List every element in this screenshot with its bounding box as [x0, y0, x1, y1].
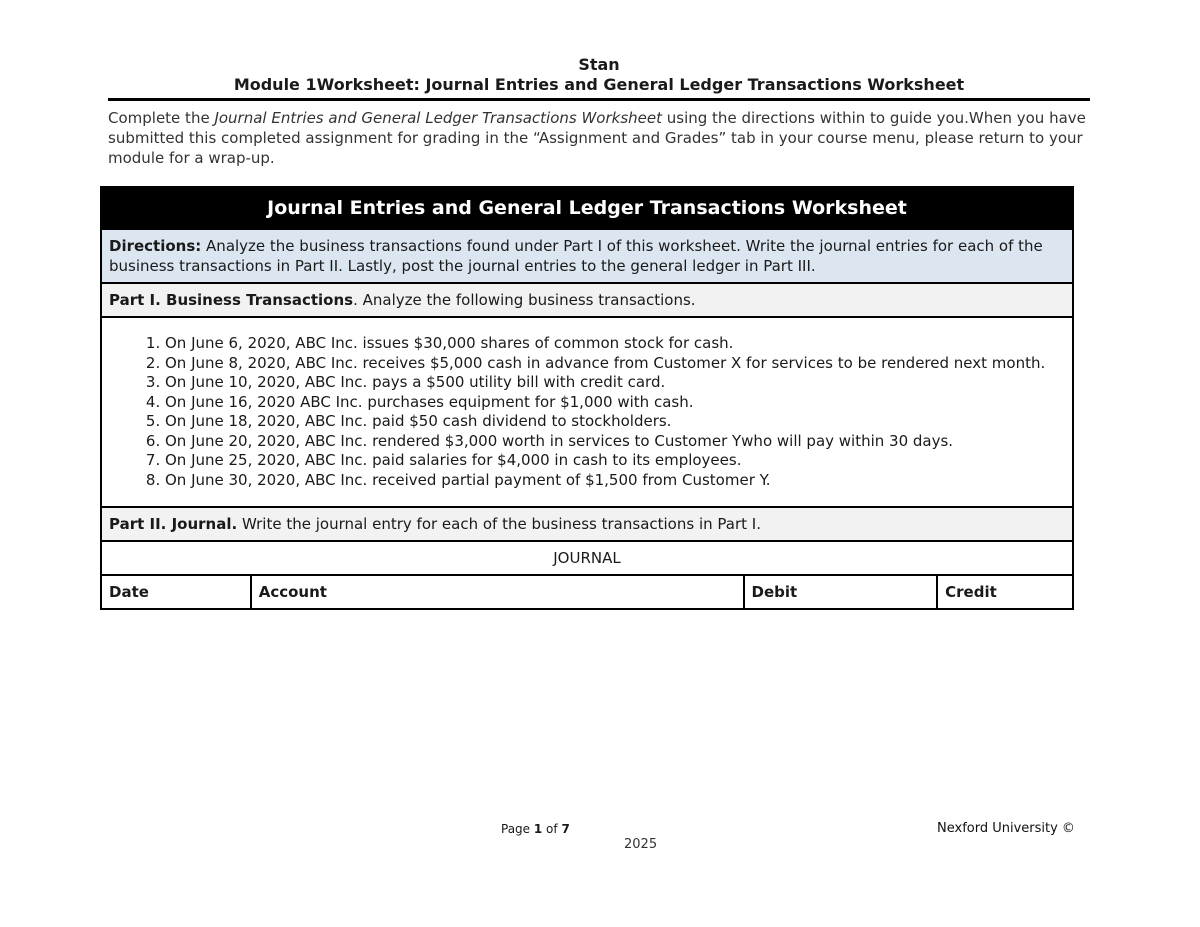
author-name: Stan	[578, 55, 620, 74]
header-divider	[108, 98, 1090, 101]
part1-label: Part I. Business Transactions	[109, 291, 354, 309]
part1-text: . Analyze the following business transactions.	[353, 291, 696, 309]
list-item: 8. On June 30, 2020, ABC Inc. received partial payment of $1,500 from Customer Y.	[165, 471, 1065, 491]
page-of: of	[542, 822, 562, 836]
column-header-account: Account	[251, 575, 744, 609]
footer-organization: Nexford University ©	[937, 821, 1075, 836]
journal-heading: JOURNAL	[101, 541, 1073, 575]
directions-row	[101, 229, 1073, 283]
list-item: 6. On June 20, 2020, ABC Inc. rendered $3,000 worth in services to Customer Ywho will pay within 30 days.	[165, 432, 1065, 452]
part1-heading	[101, 283, 1073, 317]
intro-suffix: using the directions within to guide you.When you have submitted this completed assignment for grading in the “Assignment and Grades” tab in your course menu, please return to your module for a wrap-up.	[108, 109, 1086, 167]
intro-italic-title: Journal Entries and General Ledger Transactions Worksheet	[214, 109, 662, 127]
transactions-list	[109, 334, 1065, 490]
document-header	[108, 55, 1090, 95]
directions-text: Analyze the business transactions found under Part I of this worksheet. Write the journal entries for each of the business transactions in Part II. Lastly, post the journal entries to the general ledger in Part III.	[109, 237, 1043, 275]
column-header-date: Date	[101, 575, 251, 609]
intro-prefix: Complete the	[108, 109, 215, 127]
column-header-credit: Credit	[937, 575, 1073, 609]
directions-label: Directions:	[109, 237, 202, 255]
part2-label: Part II. Journal.	[109, 515, 238, 533]
document-title: Module 1Worksheet: Journal Entries and General Ledger Transactions Worksheet	[233, 75, 965, 94]
list-item: 4. On June 16, 2020 ABC Inc. purchases equipment for $1,000 with cash.	[165, 393, 1065, 413]
list-item: 7. On June 25, 2020, ABC Inc. paid salaries for $4,000 in cash to its employees.	[165, 451, 1065, 471]
list-item: 1. On June 6, 2020, ABC Inc. issues $30,000 shares of common stock for cash.	[165, 334, 1065, 354]
transactions-cell	[101, 317, 1073, 507]
page-prefix: Page	[501, 822, 534, 836]
footer-year: 2025	[624, 837, 658, 852]
list-item: 3. On June 10, 2020, ABC Inc. pays a $500 utility bill with credit card.	[165, 373, 1065, 393]
part2-heading	[101, 507, 1073, 541]
page-current: 1	[533, 822, 543, 836]
list-item: 5. On June 18, 2020, ABC Inc. paid $50 cash dividend to stockholders.	[165, 412, 1065, 432]
intro-paragraph	[108, 108, 1090, 168]
column-header-debit: Debit	[744, 575, 938, 609]
worksheet-table	[100, 186, 1074, 610]
part2-text: Write the journal entry for each of the business transactions in Part I.	[237, 515, 761, 533]
worksheet-title: Journal Entries and General Ledger Transactions Worksheet	[101, 187, 1073, 229]
page-number	[501, 822, 570, 836]
page-total: 7	[561, 822, 570, 836]
list-item: 2. On June 8, 2020, ABC Inc. receives $5,000 cash in advance from Customer X for services to be rendered next month.	[165, 354, 1065, 374]
